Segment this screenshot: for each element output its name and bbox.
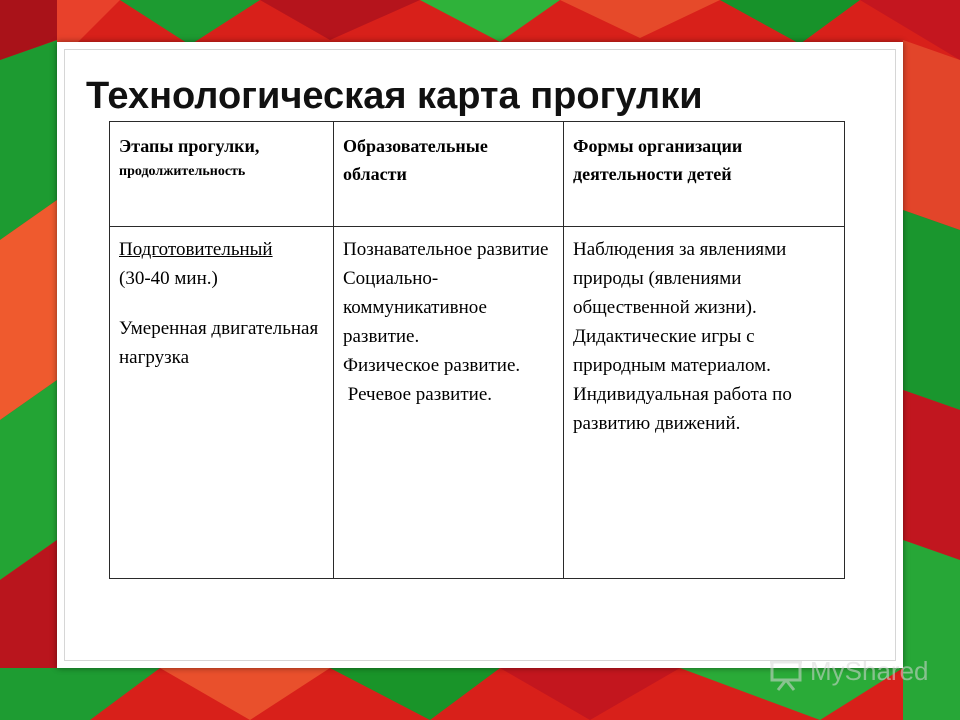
table-row (110, 227, 845, 579)
header-forms (564, 122, 845, 227)
stage-name: Подготовительный (119, 239, 273, 260)
header-areas (334, 122, 564, 227)
slide-title: Технологическая карта прогулки (86, 75, 703, 117)
stage-duration: (30-40 мин.) (119, 268, 218, 289)
stage-spacer (119, 293, 324, 314)
header-areas-label: Образовательные области (343, 136, 488, 184)
form-item: Индивидуальная работа по развитию движений. (573, 384, 792, 434)
watermark-text: MyShared (810, 656, 929, 686)
header-stages-sub: продолжительность (119, 164, 246, 179)
table-header-row (110, 122, 845, 227)
header-stages-main: Этапы прогулки, (119, 136, 260, 156)
area-item: Речевое развитие. (343, 384, 493, 405)
header-forms-label: Формы организации деятельности детей (573, 136, 743, 184)
walk-technology-table (109, 121, 845, 579)
header-stages (110, 122, 334, 227)
area-item: Физическое развитие. (343, 355, 521, 376)
form-item: Дидактические игры с природным материалом. (573, 326, 771, 376)
forms-cell (564, 227, 845, 579)
stage-load: Умеренная двигательная нагрузка (119, 318, 319, 368)
form-item: Наблюдения за явлениями природы (явлениями общественной жизни). (573, 239, 787, 318)
presentation-icon (768, 656, 804, 692)
areas-cell (334, 227, 564, 579)
area-item: Познавательное развитие (343, 239, 549, 260)
watermark-logo (768, 654, 928, 694)
stage-cell (110, 227, 334, 579)
area-item: Социально-коммуникативное развитие. (343, 268, 487, 347)
